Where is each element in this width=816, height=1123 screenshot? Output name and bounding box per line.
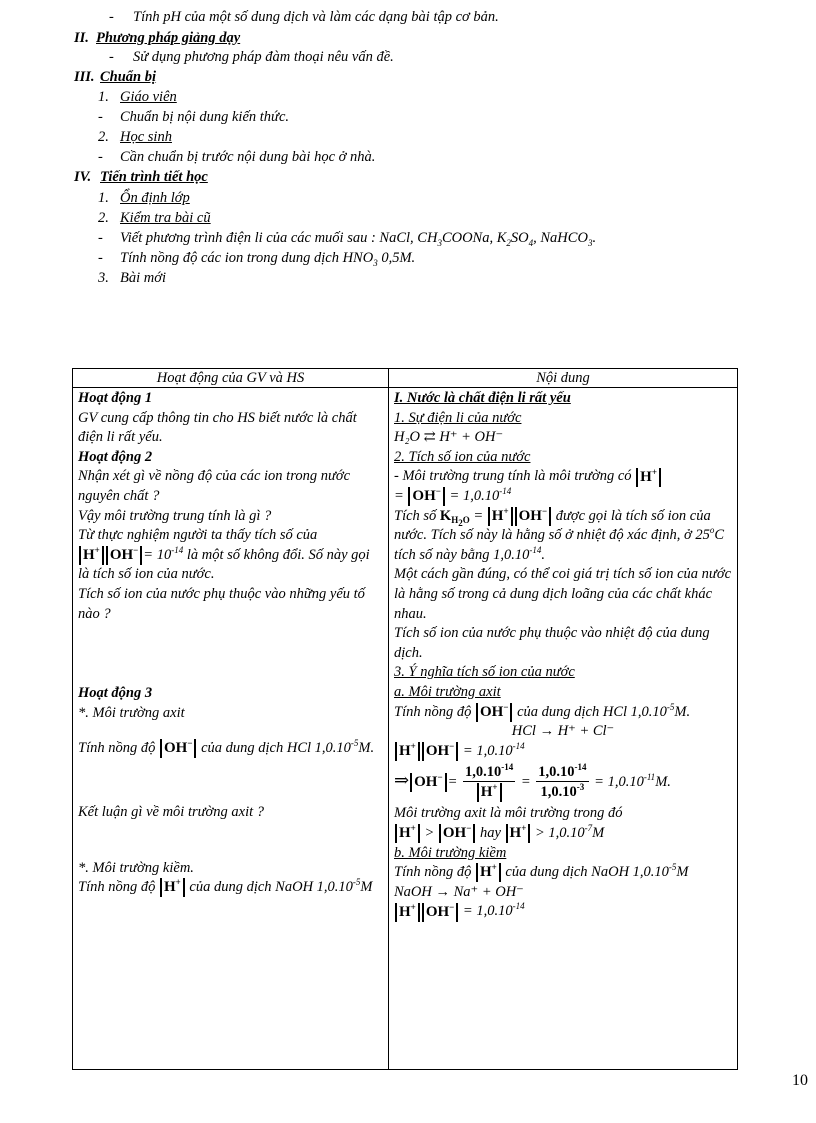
oh-calculation: ⇒ OH− = $\frac{1,0.10^{-14}}{H^+}$ = $\frac{1,0.10^{-14}}{1,0.10^{-3}}$ = $1,0.10^{-11}M$. xyxy=(394,762,671,801)
section-2-item: - Sử dụng phương pháp đàm thoại nêu vấn đề. xyxy=(109,49,394,65)
activity-1-title: Hoạt động 1 xyxy=(78,390,153,406)
prep-teacher: 1. Giáo viên xyxy=(98,89,177,105)
section-I-title: I. Nước là chất điện li rất yếu xyxy=(394,390,571,406)
spacer xyxy=(78,624,383,684)
page-number: 10 xyxy=(792,1072,808,1089)
step-3: 3. Bài mới xyxy=(98,270,166,286)
acid-question: Tính nồng độ OH− của dung dịch HCl $1,0.10^{-5}M$. xyxy=(78,738,375,757)
subsection-3: 3. Ý nghĩa tích số ion của nước xyxy=(394,664,575,681)
step-2: 2. Kiểm tra bài cũ xyxy=(98,210,211,226)
base-question: Tính nồng độ H+ của dung dịch NaOH $1,0.10^{-5}M$ xyxy=(78,877,373,896)
step-2-question-1: - Viết phương trình điện li của các muối sau : NaCl, $CH_3COONa$, $K_2SO_4$, NaHCO$_3$. xyxy=(98,230,597,248)
base-env-label: *. Môi trường kiềm. xyxy=(78,859,194,876)
activity-3-title: Hoạt động 3 xyxy=(78,685,153,702)
content-column xyxy=(389,388,738,1070)
neutral-definition: - Môi trường trung tính là môi trường có H+ = $OH^- = 1,0.10^{-14}$ xyxy=(394,467,732,506)
activity-2-question-2: Vậy môi trường trung tính là gì ? xyxy=(78,507,272,524)
prep-student-item: - Cần chuẩn bị trước nội dung bài học ở nhà. xyxy=(98,149,376,165)
prep-student: 2. Học sinh xyxy=(98,129,172,145)
ionic-product-base: H+ $OH^- = 1,0.10^{-14}$ xyxy=(394,902,732,922)
acid-env-label: *. Môi trường axit xyxy=(78,704,185,721)
step-1: 1. Ổn định lớp xyxy=(98,190,190,206)
acid-conclusion-question: Kết luận gì về môi trường axit ? xyxy=(78,803,265,820)
intro-ph-line: - Tính pH của một số dung dịch và làm các dạng bài tập cơ bản. xyxy=(109,9,499,25)
prep-teacher-item: - Chuẩn bị nội dung kiến thức. xyxy=(98,109,290,125)
activity-2-question-1: Nhận xét gì về nồng độ của các ion trong nước nguyên chất ? xyxy=(78,468,351,504)
ionic-product-acid: H+ $OH^- = 1,0.10^{-14}$ xyxy=(394,742,732,762)
spacer xyxy=(78,759,383,803)
acid-env-definition: Môi trường axit là môi trường trong đó H+ > OH− hay $H^+ > 1,0.10^{-7}M$ xyxy=(394,805,623,842)
section-3-heading: III. Chuẩn bị xyxy=(74,69,157,85)
acid-task: Tính nồng độ OH− của dung dịch HCl $1,0.10^{-5}M$. xyxy=(394,701,691,720)
column-header-activities: Hoạt động của GV và HS xyxy=(73,369,389,388)
base-task: Tính nồng độ H+ của dung dịch NaOH $1,0.10^{-5}M$ xyxy=(394,862,689,881)
temperature-note: Tích số ion của nước phụ thuộc vào nhiệt độ của dung dịch. xyxy=(394,625,710,661)
activity-2-question-3: Từ thực nghiệm người ta thấy tích số của H+ $OH^- = 10^{-14}$ là một số không đổi. Số này gọi là tích số ion của nước. xyxy=(78,527,370,583)
subsection-1: 1. Sự điện li của nước xyxy=(394,409,522,426)
base-env-heading: b. Môi trường kiềm xyxy=(394,844,507,861)
acid-env-heading: a. Môi trường axit xyxy=(394,683,501,700)
column-header-content: Nội dung xyxy=(389,369,738,388)
activities-column xyxy=(73,388,389,1070)
subsection-2: 2. Tích số ion của nước xyxy=(394,448,531,465)
spacer xyxy=(78,723,383,739)
section-4-heading: IV. Tiến trình tiết học xyxy=(74,169,208,185)
activity-1-text: GV cung cấp thông tin cho HS biết nước là chất điện li rất yếu. xyxy=(78,409,357,446)
activity-2-question-4: Tích số ion của nước phụ thuộc vào những yếu tố nào ? xyxy=(78,585,365,622)
approximation-note: Một cách gần đúng, có thể coi giá trị tích số ion của nước là hằng số trong cả dung dịch loãng của các chất khác nhau. xyxy=(394,566,732,622)
activity-2-title: Hoạt động 2 xyxy=(78,448,153,465)
section-2-heading: II. Phương pháp giảng dạy xyxy=(74,30,241,46)
hcl-dissociation: HCl → H⁺ + Cl⁻ xyxy=(511,723,615,740)
naoh-dissociation: NaOH → Na⁺ + OH⁻ xyxy=(394,883,524,900)
lesson-table xyxy=(72,368,738,1070)
step-2-question-2: - Tính nồng độ các ion trong dung dịch $HNO_3$ 0,5M. xyxy=(98,250,416,268)
water-ionization-equation: H₂O ⇄ H⁺ + OH⁻ xyxy=(394,429,504,446)
ionic-product-definition: Tích số $K_{H_2O} = H^+$ OH− được gọi là tích số ion của nước. Tích số này là hằng số ở nhiệt độ xác định, ở 25$^o$C tích số này bằng $1,0.10^{-14}$. xyxy=(394,505,725,563)
spacer xyxy=(78,823,383,859)
